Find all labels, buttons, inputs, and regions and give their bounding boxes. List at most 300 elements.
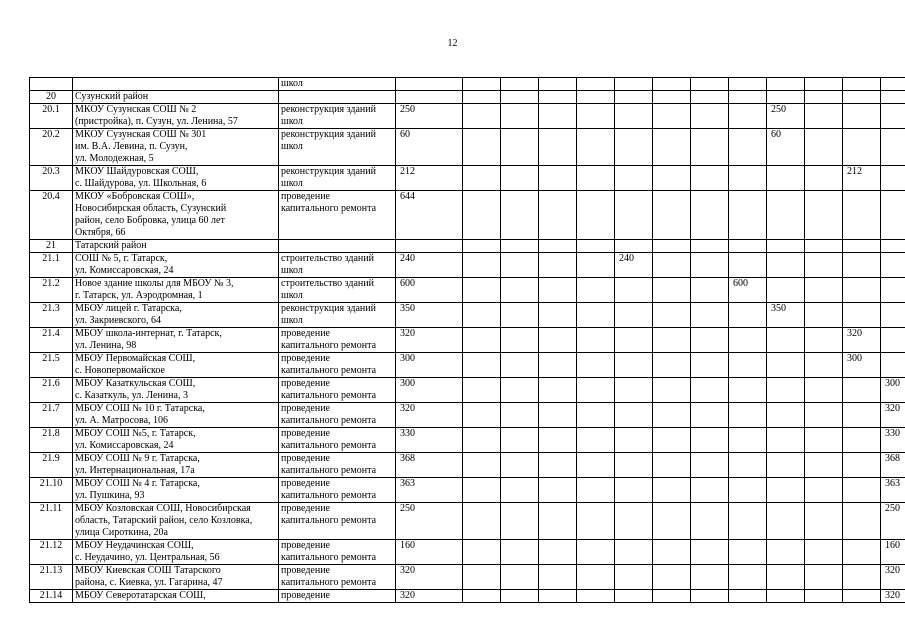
year-value-cell (501, 166, 539, 191)
year-value-cell (615, 353, 653, 378)
year-value-cell (729, 453, 767, 478)
year-value-cell (653, 478, 691, 503)
year-value-cell (767, 240, 805, 253)
total-value-cell: 368 (396, 453, 463, 478)
year-value-cell (767, 453, 805, 478)
work-type-cell: проведение капитального ремонта (279, 565, 396, 590)
work-type-cell: школ (279, 78, 396, 91)
year-value-cell (463, 303, 501, 328)
table-row (30, 129, 905, 166)
year-value-cell (691, 303, 729, 328)
year-value-cell (653, 453, 691, 478)
year-value-cell (577, 166, 615, 191)
year-value-cell (729, 191, 767, 240)
year-value-cell (615, 104, 653, 129)
year-value-cell (463, 104, 501, 129)
year-value-cell (501, 129, 539, 166)
year-value-cell (539, 240, 577, 253)
year-value-cell (577, 540, 615, 565)
school-name-cell (73, 78, 279, 91)
year-value-cell (881, 104, 905, 129)
year-value-cell (691, 91, 729, 104)
year-value-cell (653, 353, 691, 378)
year-value-cell (539, 353, 577, 378)
year-value-cell (615, 478, 653, 503)
year-value-cell (539, 104, 577, 129)
year-value-cell (881, 166, 905, 191)
school-name-cell: СОШ № 5, г. Татарск, ул. Комиссаровская, 24 (73, 253, 279, 278)
year-value-cell (805, 278, 843, 303)
year-value-cell: 363 (881, 478, 905, 503)
year-value-cell (615, 129, 653, 166)
work-type-cell: проведение капитального ремонта (279, 378, 396, 403)
table-row (30, 303, 905, 328)
row-number-cell: 21 (30, 240, 73, 253)
year-value-cell (729, 378, 767, 403)
school-name-cell: МБОУ СОШ № 4 г. Татарска, ул. Пушкина, 93 (73, 478, 279, 503)
year-value-cell (653, 78, 691, 91)
year-value-cell (691, 191, 729, 240)
school-name-cell: МБОУ Первомайская СОШ, с. Новопервомайское (73, 353, 279, 378)
work-type-cell: проведение капитального ремонта (279, 453, 396, 478)
total-value-cell: 320 (396, 328, 463, 353)
year-value-cell (729, 428, 767, 453)
year-value-cell (767, 353, 805, 378)
year-value-cell (767, 503, 805, 540)
total-value-cell: 212 (396, 166, 463, 191)
year-value-cell (577, 590, 615, 603)
table-row (30, 378, 905, 403)
school-name-cell: МБОУ Северотатарская СОШ, (73, 590, 279, 603)
work-type-cell: проведение капитального ремонта (279, 328, 396, 353)
total-value-cell (396, 91, 463, 104)
year-value-cell (767, 590, 805, 603)
table-row (30, 91, 905, 104)
row-number-cell: 20.3 (30, 166, 73, 191)
year-value-cell (539, 91, 577, 104)
year-value-cell (805, 428, 843, 453)
row-number-cell: 21.4 (30, 328, 73, 353)
schools-table (29, 77, 905, 603)
table-row (30, 328, 905, 353)
year-value-cell (539, 328, 577, 353)
year-value-cell (653, 428, 691, 453)
table-row (30, 478, 905, 503)
year-value-cell (539, 428, 577, 453)
year-value-cell (501, 478, 539, 503)
year-value-cell (615, 565, 653, 590)
work-type-cell: реконструкция зданий школ (279, 129, 396, 166)
school-name-cell: МБОУ СОШ № 10 г. Татарска, ул. А. Матросова, 106 (73, 403, 279, 428)
year-value-cell: 212 (843, 166, 881, 191)
row-number-cell: 21.8 (30, 428, 73, 453)
year-value-cell (843, 91, 881, 104)
year-value-cell (463, 403, 501, 428)
table-row (30, 503, 905, 540)
year-value-cell (805, 565, 843, 590)
year-value-cell (691, 278, 729, 303)
year-value-cell (501, 278, 539, 303)
year-value-cell (767, 540, 805, 565)
year-value-cell (843, 240, 881, 253)
year-value-cell (729, 166, 767, 191)
year-value-cell (653, 129, 691, 166)
year-value-cell (653, 278, 691, 303)
year-value-cell (881, 353, 905, 378)
year-value-cell (463, 540, 501, 565)
year-value-cell (539, 540, 577, 565)
year-value-cell (729, 104, 767, 129)
year-value-cell (577, 353, 615, 378)
row-number-cell: 21.1 (30, 253, 73, 278)
year-value-cell (729, 78, 767, 91)
year-value-cell (463, 503, 501, 540)
table-row (30, 166, 905, 191)
year-value-cell (805, 540, 843, 565)
total-value-cell: 644 (396, 191, 463, 240)
year-value-cell (501, 191, 539, 240)
work-type-cell (279, 240, 396, 253)
table-row (30, 191, 905, 240)
work-type-cell: проведение капитального ремонта (279, 191, 396, 240)
year-value-cell (805, 91, 843, 104)
year-value-cell (805, 378, 843, 403)
year-value-cell (577, 278, 615, 303)
year-value-cell (729, 328, 767, 353)
year-value-cell: 250 (881, 503, 905, 540)
table-row (30, 403, 905, 428)
year-value-cell: 300 (843, 353, 881, 378)
year-value-cell (767, 378, 805, 403)
school-name-cell: МБОУ Козловская СОШ, Новосибирская область, Татарский район, село Козловка, улица Сироткина, 20а (73, 503, 279, 540)
year-value-cell: 250 (767, 104, 805, 129)
year-value-cell (843, 253, 881, 278)
work-type-cell: реконструкция зданий школ (279, 303, 396, 328)
year-value-cell (463, 453, 501, 478)
year-value-cell (843, 540, 881, 565)
school-name-cell: МБОУ Неудачинская СОШ, с. Неудачино, ул. Центральная, 56 (73, 540, 279, 565)
year-value-cell (577, 191, 615, 240)
year-value-cell (615, 166, 653, 191)
work-type-cell: строительство зданий школ (279, 253, 396, 278)
year-value-cell (881, 328, 905, 353)
school-name-cell: Новое здание школы для МБОУ № 3, г. Татарск, ул. Аэродромная, 1 (73, 278, 279, 303)
year-value-cell (539, 453, 577, 478)
total-value-cell: 250 (396, 104, 463, 129)
work-type-cell: проведение капитального ремонта (279, 503, 396, 540)
year-value-cell (539, 303, 577, 328)
year-value-cell (615, 540, 653, 565)
year-value-cell (501, 303, 539, 328)
year-value-cell (463, 129, 501, 166)
year-value-cell (539, 191, 577, 240)
row-number-cell: 21.2 (30, 278, 73, 303)
year-value-cell (501, 78, 539, 91)
year-value-cell (805, 191, 843, 240)
year-value-cell (539, 166, 577, 191)
year-value-cell (539, 403, 577, 428)
year-value-cell (805, 166, 843, 191)
table-row (30, 104, 905, 129)
year-value-cell (577, 303, 615, 328)
year-value-cell (653, 104, 691, 129)
year-value-cell: 320 (843, 328, 881, 353)
year-value-cell (463, 328, 501, 353)
year-value-cell (767, 428, 805, 453)
year-value-cell: 60 (767, 129, 805, 166)
year-value-cell (843, 129, 881, 166)
year-value-cell (501, 565, 539, 590)
row-number-cell (30, 78, 73, 91)
year-value-cell (767, 191, 805, 240)
year-value-cell (539, 253, 577, 278)
year-value-cell (767, 253, 805, 278)
year-value-cell (501, 253, 539, 278)
year-value-cell (615, 240, 653, 253)
year-value-cell (615, 428, 653, 453)
year-value-cell (501, 378, 539, 403)
year-value-cell (805, 353, 843, 378)
year-value-cell (691, 240, 729, 253)
year-value-cell (843, 78, 881, 91)
year-value-cell (615, 590, 653, 603)
row-number-cell: 20 (30, 91, 73, 104)
year-value-cell (577, 403, 615, 428)
year-value-cell (577, 104, 615, 129)
year-value-cell (729, 253, 767, 278)
row-number-cell: 21.11 (30, 503, 73, 540)
year-value-cell (767, 278, 805, 303)
year-value-cell (539, 478, 577, 503)
year-value-cell (805, 328, 843, 353)
year-value-cell (653, 91, 691, 104)
year-value-cell (691, 540, 729, 565)
year-value-cell (767, 478, 805, 503)
year-value-cell (577, 428, 615, 453)
total-value-cell (396, 78, 463, 91)
year-value-cell (729, 590, 767, 603)
year-value-cell (805, 590, 843, 603)
year-value-cell (691, 104, 729, 129)
year-value-cell (539, 278, 577, 303)
year-value-cell (653, 403, 691, 428)
year-value-cell (615, 78, 653, 91)
total-value-cell: 300 (396, 353, 463, 378)
year-value-cell (653, 590, 691, 603)
work-type-cell: проведение капитального ремонта (279, 403, 396, 428)
table-row (30, 78, 905, 91)
year-value-cell (615, 303, 653, 328)
year-value-cell (539, 503, 577, 540)
school-name-cell: МБОУ СОШ № 9 г. Татарска, ул. Интернациональная, 17а (73, 453, 279, 478)
year-value-cell (577, 240, 615, 253)
year-value-cell (729, 129, 767, 166)
total-value-cell: 363 (396, 478, 463, 503)
table-row (30, 353, 905, 378)
year-value-cell (463, 166, 501, 191)
year-value-cell (501, 328, 539, 353)
year-value-cell (881, 129, 905, 166)
year-value-cell (615, 278, 653, 303)
year-value-cell (653, 503, 691, 540)
year-value-cell (501, 240, 539, 253)
school-name-cell: МБОУ школа-интернат, г. Татарск, ул. Ленина, 98 (73, 328, 279, 353)
total-value-cell: 250 (396, 503, 463, 540)
year-value-cell (501, 353, 539, 378)
year-value-cell (805, 403, 843, 428)
school-name-cell: Татарский район (73, 240, 279, 253)
work-type-cell (279, 91, 396, 104)
row-number-cell: 21.12 (30, 540, 73, 565)
row-number-cell: 20.4 (30, 191, 73, 240)
school-name-cell: МБОУ Казаткульская СОШ, с. Казаткуль, ул. Ленина, 3 (73, 378, 279, 403)
year-value-cell (729, 353, 767, 378)
year-value-cell (881, 78, 905, 91)
row-number-cell: 21.14 (30, 590, 73, 603)
year-value-cell (691, 353, 729, 378)
work-type-cell: реконструкция зданий школ (279, 104, 396, 129)
year-value-cell (843, 590, 881, 603)
year-value-cell (615, 191, 653, 240)
year-value-cell: 160 (881, 540, 905, 565)
year-value-cell: 320 (881, 565, 905, 590)
year-value-cell (501, 403, 539, 428)
year-value-cell (729, 240, 767, 253)
year-value-cell (881, 253, 905, 278)
year-value-cell (691, 378, 729, 403)
year-value-cell (501, 428, 539, 453)
total-value-cell: 330 (396, 428, 463, 453)
table-row (30, 565, 905, 590)
year-value-cell (653, 540, 691, 565)
school-name-cell: Сузунский район (73, 91, 279, 104)
year-value-cell (805, 503, 843, 540)
year-value-cell (805, 78, 843, 91)
year-value-cell (843, 104, 881, 129)
year-value-cell (805, 104, 843, 129)
row-number-cell: 21.13 (30, 565, 73, 590)
year-value-cell (843, 453, 881, 478)
year-value-cell (463, 78, 501, 91)
year-value-cell (577, 328, 615, 353)
year-value-cell (653, 191, 691, 240)
year-value-cell (577, 253, 615, 278)
year-value-cell (615, 453, 653, 478)
row-number-cell: 20.1 (30, 104, 73, 129)
year-value-cell (691, 328, 729, 353)
year-value-cell: 368 (881, 453, 905, 478)
year-value-cell (691, 453, 729, 478)
year-value-cell (463, 191, 501, 240)
year-value-cell (767, 78, 805, 91)
year-value-cell (729, 565, 767, 590)
year-value-cell (843, 378, 881, 403)
year-value-cell (463, 428, 501, 453)
year-value-cell (881, 278, 905, 303)
year-value-cell (463, 91, 501, 104)
year-value-cell (843, 191, 881, 240)
total-value-cell: 600 (396, 278, 463, 303)
year-value-cell: 350 (767, 303, 805, 328)
year-value-cell (729, 403, 767, 428)
year-value-cell (653, 166, 691, 191)
year-value-cell (653, 303, 691, 328)
row-number-cell: 21.10 (30, 478, 73, 503)
total-value-cell (396, 240, 463, 253)
year-value-cell: 320 (881, 590, 905, 603)
table-row (30, 540, 905, 565)
row-number-cell: 20.2 (30, 129, 73, 166)
year-value-cell (767, 91, 805, 104)
year-value-cell (463, 253, 501, 278)
year-value-cell (501, 590, 539, 603)
work-type-cell: строительство зданий школ (279, 278, 396, 303)
year-value-cell (501, 91, 539, 104)
year-value-cell: 330 (881, 428, 905, 453)
year-value-cell (881, 240, 905, 253)
year-value-cell (539, 378, 577, 403)
year-value-cell (539, 129, 577, 166)
work-type-cell: проведение капитального ремонта (279, 540, 396, 565)
year-value-cell (805, 253, 843, 278)
year-value-cell (843, 503, 881, 540)
year-value-cell (805, 129, 843, 166)
work-type-cell: проведение капитального ремонта (279, 478, 396, 503)
year-value-cell (539, 590, 577, 603)
year-value-cell (767, 565, 805, 590)
row-number-cell: 21.5 (30, 353, 73, 378)
row-number-cell: 21.6 (30, 378, 73, 403)
year-value-cell (881, 303, 905, 328)
year-value-cell (501, 540, 539, 565)
year-value-cell (729, 303, 767, 328)
year-value-cell (501, 503, 539, 540)
year-value-cell (615, 91, 653, 104)
year-value-cell (843, 303, 881, 328)
table-row (30, 240, 905, 253)
school-name-cell: МКОУ Сузунская СОШ № 301 им. В.А. Левина, п. Сузун, ул. Молодежная, 5 (73, 129, 279, 166)
year-value-cell (653, 328, 691, 353)
year-value-cell (501, 453, 539, 478)
school-name-cell: МКОУ Сузунская СОШ № 2 (пристройка), п. Сузун, ул. Ленина, 57 (73, 104, 279, 129)
year-value-cell (691, 253, 729, 278)
year-value-cell (501, 104, 539, 129)
total-value-cell: 300 (396, 378, 463, 403)
year-value-cell (463, 478, 501, 503)
table-row (30, 453, 905, 478)
total-value-cell: 240 (396, 253, 463, 278)
year-value-cell (843, 403, 881, 428)
total-value-cell: 160 (396, 540, 463, 565)
work-type-cell: проведение капитального ремонта (279, 353, 396, 378)
year-value-cell (805, 240, 843, 253)
year-value-cell (805, 303, 843, 328)
year-value-cell (577, 378, 615, 403)
year-value-cell (577, 565, 615, 590)
year-value-cell (691, 565, 729, 590)
year-value-cell (767, 166, 805, 191)
total-value-cell: 320 (396, 590, 463, 603)
total-value-cell: 350 (396, 303, 463, 328)
year-value-cell (691, 166, 729, 191)
year-value-cell (691, 478, 729, 503)
year-value-cell (653, 253, 691, 278)
year-value-cell (653, 565, 691, 590)
year-value-cell (615, 503, 653, 540)
year-value-cell (463, 278, 501, 303)
school-name-cell: МКОУ «Бобровская СОШ», Новосибирская область, Сузунский район, село Бобровка, улица 60 лет Октября, 66 (73, 191, 279, 240)
table-row (30, 278, 905, 303)
